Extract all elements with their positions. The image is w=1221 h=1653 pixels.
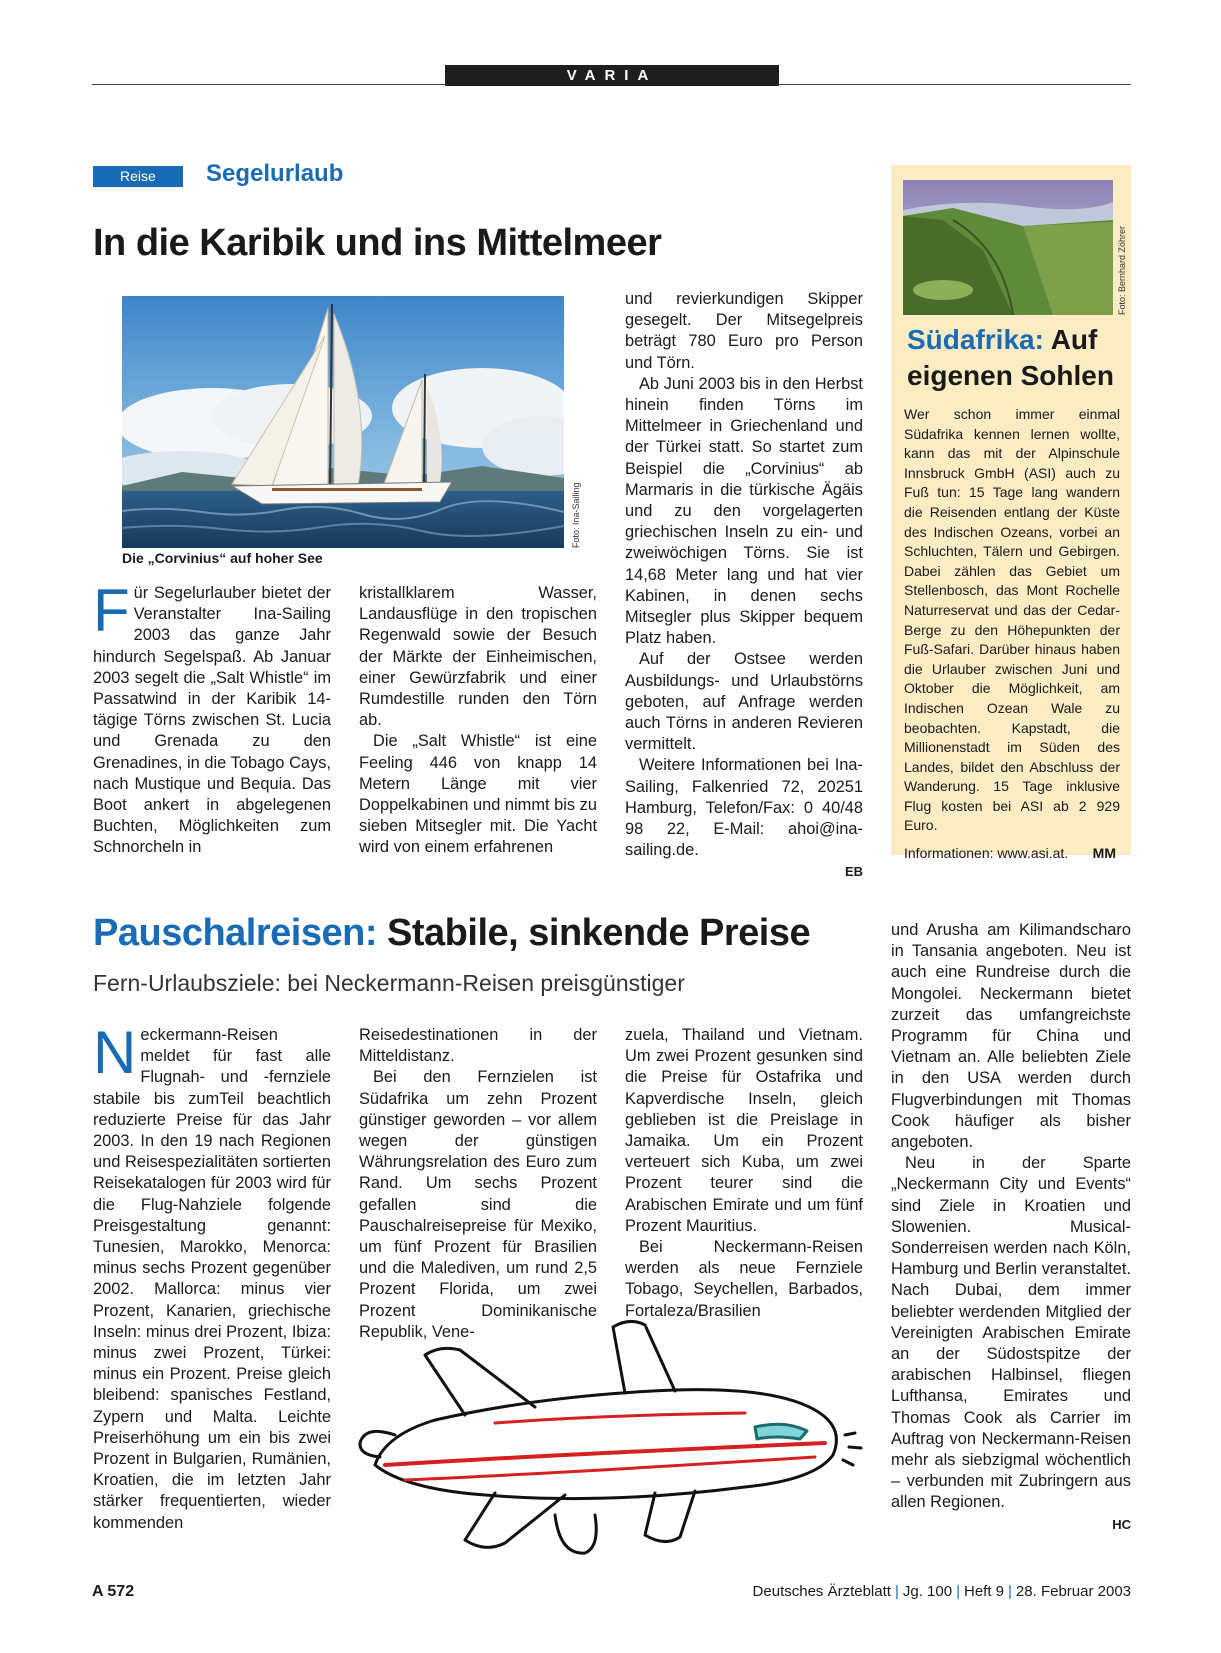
section-label: VARIA	[445, 65, 779, 86]
sidebar-title	[907, 322, 1127, 394]
page-number-text: A 572	[92, 1583, 135, 1600]
headline-2	[93, 912, 810, 955]
sailboat-photo	[122, 296, 564, 548]
paragraph: kristallklarem Wasser, Landausflüge in den tropischen Regenwald sowie der Besuch der Märkte der Einheimischen, einer Gewürzfabrik und einer Rumdestille runden den Törn ab.	[359, 584, 597, 730]
paragraph: zuela, Thailand und Vietnam. Um zwei Prozent gesunken sind die Preise für Ostafrika und Kapverdische Inseln, gleich geblieben ist die Preislage in Jamaika. Um ein Prozent verteuert sich Kuba, um zwei Prozent teurer sind die Arabischen Emirate und um fünf Prozent Mauritius.	[625, 1026, 863, 1235]
paragraph: Weitere Informationen bei Ina-Sailing, Falkenried 72, 20251 Hamburg, Telefon/Fax: 0 40/48 98 22, E-Mail: ahoi@ina-sailing.de.	[625, 756, 863, 860]
author-signature: EB	[844, 864, 863, 880]
paragraph: Ab Juni 2003 bis in den Herbst hinein finden Törns im Mittelmeer in Griechenland und der Türkei statt. So startet zum Beispiel die „Corvinius“ ab Marmaris in die türkische Ägäis und zu den vorgelagerten griechischen Inseln zu ein- und zweiwöchigen Törns. Sie ist 14,68 Meter lang und hat vier Kabinen, in denen sechs Mitsegler plus Skipper bequem Platz haben.	[625, 374, 863, 648]
article1-column-3	[625, 289, 863, 883]
headline: In die Karibik und ins Mittelmeer	[93, 222, 662, 264]
sidebar-title-lead: Südafrika:	[907, 324, 1044, 355]
article2-column-3	[625, 1025, 863, 1322]
paragraph: Neu in der Sparte „Neckermann City und Events“ sind Ziele in Kroatien und Slowenien. Musical-Sonderreisen werden nach Köln, Hamburg und Berlin veranstaltet. Nach Dubai, dem immer beliebter werdenden Mitglied der Vereinigten Arabischen Emirate an der Südostspitze der arabischen Halbinsel, fliegen Lufthansa, Emirates und Thomas Cook als Carrier im Auftrag von Neckermann-Reisen mehr als siebzigmal wöchentlich – verbunden mit Zubringern aus allen Regionen.	[891, 1154, 1131, 1512]
separator: |	[956, 1583, 960, 1600]
subheadline: Fern-Urlaubsziele: bei Neckermann-Reisen preisgünstiger	[93, 970, 685, 996]
article2-text: eckermann-Reisen meldet für fast alle Flugnah- und -fernziele stabile bis zumTeil beachtlich reduzierte Preise für das Jahr 2003. In den 19 nach Regionen und Reisespezialitäten sortierten Reisekatalogen für 2003 wird für die Flug-Nahziele folgende Preisgestaltung genannt: Tunesien, Marokko, Menorca: minus sechs Prozent gegenüber 2002. Mallorca: minus vier Prozent, Kanarien, griechische Inseln: minus drei Prozent, Ibiza: minus zwei Prozent, Türkei: minus ein Prozent. Preise gleich bleibend: spanisches Festland, Zypern und Malta. Leichte Preiserhöhung um ein bis zwei Prozent in Bulgarien, Rumänien, Kroatien, die im letzten Jahr stärker frequentierten, wieder kommenden	[93, 1026, 331, 1532]
sidebar-info: Informationen: www.asi.at.	[904, 845, 1069, 862]
paragraph: und revierkundigen Skipper gesegelt. Der Mitsegelpreis beträgt 780 Euro pro Person und Törn.	[625, 290, 863, 372]
photo-credit: Foto: Bernhard Zöhrer	[1117, 225, 1127, 315]
photo-credit: Foto: Ina-Sailing	[571, 482, 581, 548]
sidebar-text	[904, 405, 1120, 864]
article2-column-2	[359, 1025, 597, 1343]
drop-cap: N	[93, 1019, 137, 1086]
journal-name: Deutsches Ärzteblatt	[752, 1583, 891, 1600]
rubric: Segelurlaub	[206, 160, 344, 187]
article1-column-1	[93, 577, 331, 859]
paragraph: und Arusha am Kilimandscharo in Tansania angeboten. Neu ist auch eine Rundreise durch die Mongolei. Neckermann bietet zurzeit das umfangreichste Programm für China und Vietnam an. Alle beliebten Ziele in den USA werden durch Flugverbindungen mit Thomas Cook häufiger als bisher angeboten.	[891, 921, 1131, 1152]
airplane-illustration	[345, 1315, 875, 1560]
author-signature: MM	[1092, 845, 1116, 862]
headline-2-lead: Pauschalreisen:	[93, 912, 377, 954]
article1-column-2	[359, 583, 597, 859]
footer-info	[753, 1583, 1131, 1600]
sidebar-title-rest: Auf eigenen Sohlen	[907, 324, 1114, 391]
sidebar-paragraph: Wer schon immer einmal Südafrika kennen lernen wollte, kann das mit der Alpinschule Innsbruck GmbH (ASI) auch zu Fuß tun: 15 Tage lang wandern die Reisenden entlang der Küste des Indischen Ozeans, vorbei an Schluchten, Tälern und Gebirgen. Dabei zählen das Gebiet um Stellenbosch, das Mont Rochelle Naturreservat und das der Cedar-Berge zu den Höhepunkten der Fuß-Safari. Darüber hinaus haben die Urlauber zwischen Juni und Oktober die Möglichkeit, am Indischen Ozean Wale zu beobachten. Kapstadt, die Millionenstadt im Süden des Landes, bildet den Abschluss der Wanderung. 15 Tage inklusive Flug kosten bei ASI ab 2 929 Euro.	[904, 406, 1120, 834]
paragraph: Auf der Ostsee werden Ausbildungs- und Urlaubstörns geboten, auf Anfrage werden auch Törns in anderen Revieren vermittelt.	[625, 650, 863, 754]
drop-cap: F	[93, 577, 130, 644]
separator: |	[1008, 1583, 1012, 1600]
volume: Jg. 100	[902, 1583, 953, 1600]
paragraph: Bei Neckermann-Reisen werden als neue Fernziele Tobago, Seychellen, Barbados, Fortaleza/Brasilien	[625, 1238, 863, 1320]
issue: Heft 9	[963, 1583, 1005, 1600]
article2-column-4	[891, 920, 1131, 1535]
article1-text: ür Segelurlauber bietet der Veranstalter Ina-Sailing 2003 das ganze Jahr hindurch Segelspaß. Ab Januar 2003 segelt die „Salt Whistle“ im Passatwind in der Karibik 14-tägige Törns zwischen St. Lucia und Grenada zu den Grenadines, in die Tobago Cays, nach Mustique und Bequia. Das Boot ankert in abgelegenen Buchten, Möglichkeiten zum Schnorcheln in	[93, 584, 331, 857]
paragraph: Reisedestinationen in der Mitteldistanz.	[359, 1026, 597, 1066]
sidebar-info-line	[904, 844, 1120, 864]
author-signature: HC	[1112, 1516, 1131, 1532]
paragraph: Bei den Fernzielen ist Südafrika um zehn Prozent günstiger geworden – vor allem wegen der günstigen Währungsrelation des Euro zum Rand. Um sechs Prozent gefallen sind die Pauschalreisepreise für Mexiko, um fünf Prozent für Brasilien und die Malediven, um rund 2,5 Prozent Florida, um zwei Prozent Dominikanische Republik, Vene-	[359, 1068, 597, 1341]
separator: |	[894, 1583, 899, 1600]
page-number	[92, 1583, 134, 1601]
headline-2-rest: Stabile, sinkende Preise	[387, 912, 811, 954]
photo-caption: Die „Corvinius“ auf hoher See	[122, 550, 323, 566]
issue-date: 28. Februar 2003	[1015, 1583, 1131, 1600]
paragraph: Die „Salt Whistle“ ist eine Feeling 446 von knapp 14 Metern Länge mit vier Doppelkabinen und nimmt bis zu sieben Mitsegler mit. Die Yacht wird von einem erfahrenen	[359, 732, 597, 857]
article2-column-1	[93, 1019, 331, 1534]
category-tag: Reise	[93, 166, 183, 187]
landscape-photo	[903, 180, 1113, 315]
